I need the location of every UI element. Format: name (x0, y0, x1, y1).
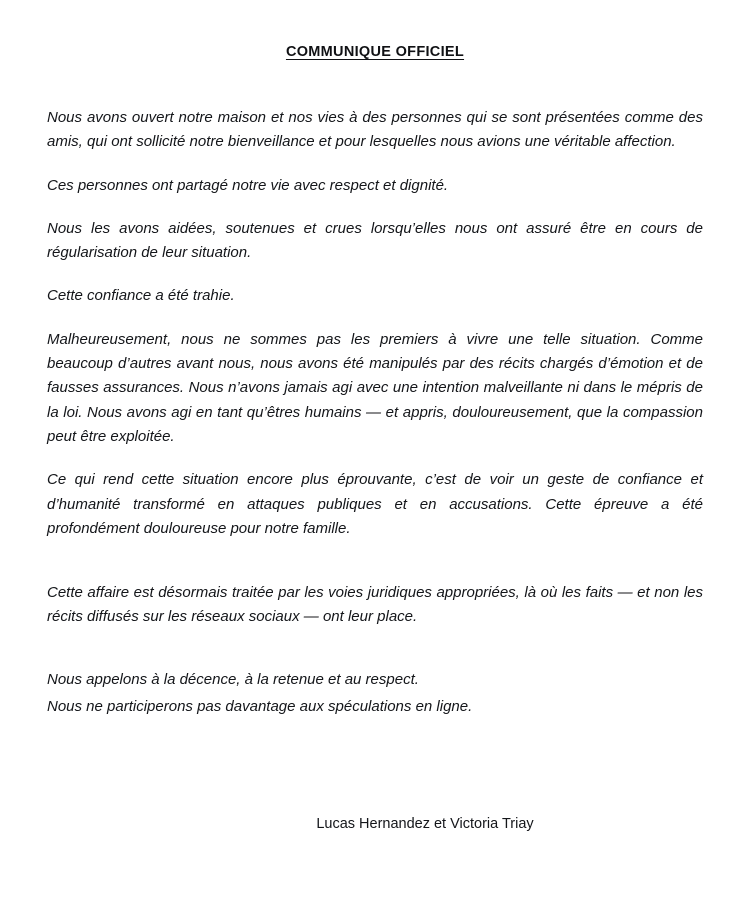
paragraph: Malheureusement, nous ne sommes pas les premiers à vivre une telle situation. Comme beaucoup d’autres avant nous, nous avons été manipulés par des récits chargés d’émotion et de fausses assurances. Nous n’avons jamais agi avec une intention malveillante ni dans le mépris de la loi. Nous avons agi en tant qu’êtres humains — et appris, douloureusement, que la compassion peut être exploitée. (47, 330, 703, 445)
document-body (47, 60, 703, 719)
signature: Lucas Hernandez et Victoria Triay (316, 816, 534, 833)
paragraph: Cette confiance a été trahie. (47, 287, 235, 305)
paragraph: Nous ne participerons pas davantage aux spéculations en ligne. (47, 698, 473, 716)
paragraph: Ce qui rend cette situation encore plus éprouvante, c’est de voir un geste de confiance et d’humanité transformé en attaques publiques et en accusations. Cette épreuve a été profondément douloureuse pour notre famille. (47, 471, 703, 537)
paragraph: Nous appelons à la décence, à la retenue et au respect. (47, 670, 419, 688)
page-title: COMMUNIQUE OFFICIEL (285, 44, 465, 60)
paragraph: Nous les avons aidées, soutenues et crues lorsqu’elles nous ont assuré être en cours de régularisation de leur situation. (47, 219, 703, 262)
paragraph: Cette affaire est désormais traitée par les voies juridiques appropriées, là où les faits — et non les récits diffusés sur les réseaux sociaux — ont leur place. (47, 584, 703, 626)
paragraph: Ces personnes ont partagé notre vie avec respect et dignité. (47, 176, 449, 194)
paragraph: Nous avons ouvert notre maison et nos vies à des personnes qui se sont présentées comme des amis, qui ont sollicité notre bienveillance et pour lesquelles nous avions une véritable affection. (47, 109, 703, 151)
